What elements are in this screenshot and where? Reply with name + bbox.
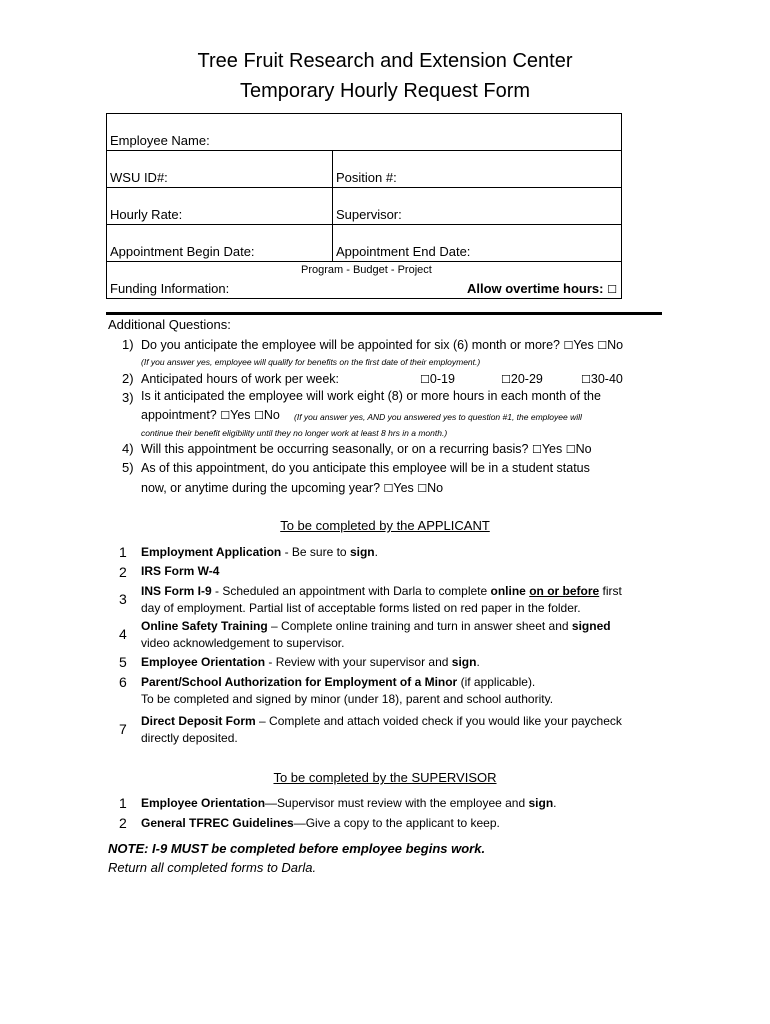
funding-row (107, 262, 621, 298)
item-title: INS Form I-9 (141, 584, 212, 598)
hours-option-20-29 (501, 372, 543, 386)
q5-no-checkbox[interactable]: ☐ (417, 482, 428, 495)
yes-label: Yes (541, 442, 563, 456)
applicant-item-5 (141, 654, 480, 671)
hours-20-29-label: 20-29 (510, 372, 543, 386)
supervisor-item-2 (141, 815, 500, 832)
dates-row (107, 225, 621, 262)
overtime-label: Allow overtime hours: (466, 281, 604, 296)
item-line2: directly deposited. (141, 731, 238, 745)
section-divider (106, 312, 662, 315)
item-emphasis: signed (571, 619, 611, 633)
item-title: Online Safety Training (141, 619, 268, 633)
applicant-item-number: 6 (119, 674, 127, 690)
q4-yes-checkbox[interactable]: ☐ (531, 443, 542, 456)
begin-date-field[interactable]: Appointment Begin Date: (110, 244, 255, 259)
q3-yes-checkbox[interactable]: ☐ (220, 409, 231, 422)
hours-20-29-checkbox[interactable]: ☐ (501, 373, 511, 386)
applicant-item-7 (141, 713, 622, 747)
employee-name-row (107, 114, 621, 151)
overtime-checkbox[interactable]: ☐ (607, 283, 617, 296)
question-number: 4) (122, 441, 134, 456)
no-label: No (263, 408, 280, 422)
question-5-text: now, or anytime during the upcoming year? (141, 481, 381, 495)
yes-label: Yes (573, 338, 594, 352)
additional-questions-heading: Additional Questions: (108, 317, 231, 332)
item-text: - Scheduled an appointment with Darla to complete (211, 584, 491, 598)
page-title: Tree Fruit Research and Extension Center (197, 50, 573, 72)
question-3-note-2: continue their benefit eligibility until they no longer work at least 8 hrs in a month.) (141, 428, 448, 438)
question-4-text: Will this appointment be occurring seasonally, or on a recurring basis? (141, 442, 529, 456)
supervisor-field[interactable]: Supervisor: (332, 188, 621, 224)
item-title: IRS Form W-4 (141, 564, 220, 578)
item-title: Parent/School Authorization for Employment of a Minor (141, 675, 458, 689)
question-3-line1: Is it anticipated the employee will work eight (8) or more hours in each month of the (141, 389, 601, 403)
question-5-line2 (141, 481, 443, 495)
hourly-rate-field[interactable]: Hourly Rate: (110, 207, 183, 222)
item-text: - Review with your supervisor and (265, 655, 452, 669)
item-emphasis: sign (528, 796, 554, 810)
page-subtitle: Temporary Hourly Request Form (239, 80, 531, 102)
employee-name-field[interactable]: Employee Name: (110, 133, 210, 148)
question-3-note-1: (If you answer yes, AND you answered yes to question #1, the employee will (294, 412, 582, 422)
question-2-text: Anticipated hours of work per week: (141, 372, 340, 386)
item-end: first (599, 584, 622, 598)
question-1-note: (If you answer yes, employee will qualify for benefits on the first date of their employment.) (141, 357, 481, 367)
applicant-item-number: 3 (119, 591, 127, 607)
applicant-item-1 (141, 544, 378, 561)
i9-note: NOTE: I-9 MUST be completed before employee begins work. (108, 841, 486, 856)
applicant-item-4 (141, 618, 611, 652)
position-field[interactable]: Position #: (332, 151, 621, 187)
applicant-item-number: 4 (119, 626, 127, 642)
employee-info-table (106, 113, 622, 299)
no-label: No (575, 442, 592, 456)
wsu-id-field[interactable]: WSU ID#: (110, 170, 168, 185)
question-3-text: appointment? (141, 408, 217, 422)
question-number: 1) (122, 337, 134, 352)
no-label: No (607, 338, 624, 352)
q1-yes-checkbox[interactable]: ☐ (563, 339, 574, 352)
item-emphasis: sign (349, 545, 375, 559)
item-text: – Complete online training and turn in answer sheet and (267, 619, 572, 633)
item-line2: day of employment. Partial list of acceptable forms listed on red paper in the folder. (141, 601, 581, 615)
funding-note: Program - Budget - Project (301, 264, 432, 276)
hours-30-40-checkbox[interactable]: ☐ (581, 373, 591, 386)
hours-option-0-19 (420, 372, 455, 386)
question-1 (141, 338, 623, 352)
q5-yes-checkbox[interactable]: ☐ (383, 482, 394, 495)
item-text: (if applicable). (457, 675, 536, 689)
question-3-line2 (141, 408, 280, 422)
q1-no-checkbox[interactable]: ☐ (597, 339, 608, 352)
item-title: General TFREC Guidelines (141, 816, 294, 830)
return-note: Return all completed forms to Darla. (108, 860, 317, 875)
id-row (107, 151, 621, 188)
item-text: – Complete and attach voided check if you would like your paycheck (255, 714, 622, 728)
supervisor-item-1 (141, 795, 557, 812)
item-text: - Be sure to (281, 545, 350, 559)
item-emphasis: online (490, 584, 526, 598)
applicant-item-number: 5 (119, 654, 127, 670)
supervisor-heading: To be completed by the SUPERVISOR (273, 770, 497, 785)
question-number: 5) (122, 460, 134, 475)
item-title: Employee Orientation (141, 655, 266, 669)
question-5-line1: As of this appointment, do you anticipate this employee will be in a student status (141, 461, 590, 475)
question-number: 2) (122, 371, 134, 386)
item-title: Direct Deposit Form (141, 714, 256, 728)
item-line2: To be completed and signed by minor (under 18), parent and school authority. (141, 692, 554, 706)
question-1-text: Do you anticipate the employee will be appointed for six (6) month or more? (141, 338, 560, 352)
hours-0-19-label: 0-19 (429, 372, 455, 386)
applicant-item-number: 7 (119, 721, 127, 737)
yes-label: Yes (230, 408, 251, 422)
applicant-item-number: 1 (119, 544, 127, 560)
q3-no-checkbox[interactable]: ☐ (254, 409, 264, 422)
item-emphasis: sign (451, 655, 477, 669)
item-title: Employment Application (141, 545, 282, 559)
item-text: —Supervisor must review with the employee and (265, 796, 529, 810)
rate-row (107, 188, 621, 225)
hours-30-40-label: 30-40 (590, 372, 623, 386)
item-end: . (476, 655, 480, 669)
applicant-item-2 (141, 563, 219, 580)
applicant-item-3 (141, 583, 622, 617)
funding-field[interactable]: Funding Information: (110, 281, 230, 296)
item-title: Employee Orientation (141, 796, 266, 810)
applicant-item-6 (141, 674, 553, 708)
item-text: —Give a copy to the applicant to keep. (293, 816, 500, 830)
item-line2: video acknowledgement to supervisor. (141, 636, 345, 650)
applicant-heading: To be completed by the APPLICANT (280, 518, 490, 533)
applicant-item-number: 2 (119, 564, 127, 580)
q4-no-checkbox[interactable]: ☐ (565, 443, 576, 456)
question-number: 3) (122, 390, 134, 405)
supervisor-item-number: 2 (119, 815, 127, 831)
supervisor-item-number: 1 (119, 795, 127, 811)
hours-option-30-40 (581, 372, 623, 386)
hours-0-19-checkbox[interactable]: ☐ (420, 373, 430, 386)
item-end: . (374, 545, 378, 559)
item-emphasis-underlined: on or before (529, 584, 600, 598)
end-date-field[interactable]: Appointment End Date: (332, 225, 621, 261)
overtime-option (467, 281, 617, 296)
question-4 (141, 442, 592, 456)
item-end: . (553, 796, 557, 810)
no-label: No (427, 481, 444, 495)
yes-label: Yes (393, 481, 414, 495)
